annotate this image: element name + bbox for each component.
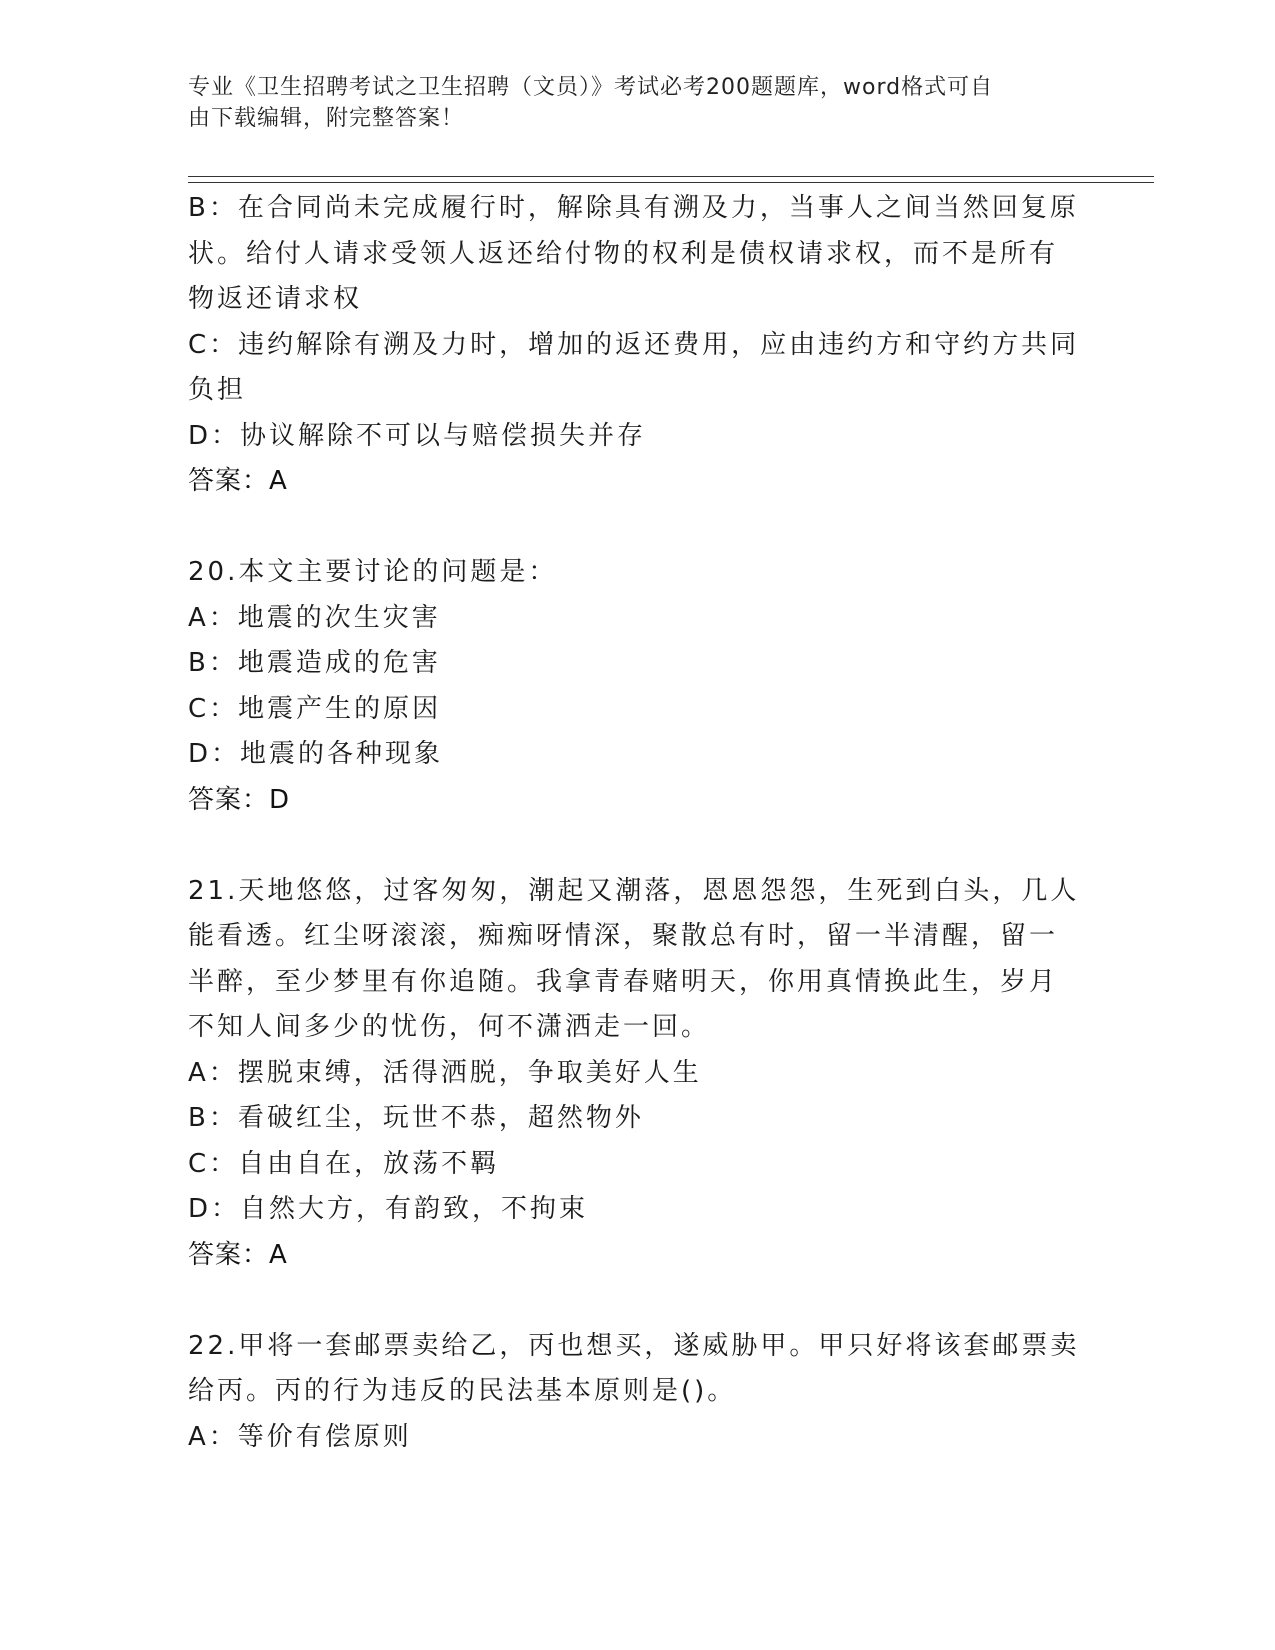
q21-question-line-3: 半醉，至少梦里有你追随。我拿青春赌明天，你用真情换此生，岁月 (188, 966, 1059, 997)
q20-option-b: B：地震造成的危害 (188, 648, 441, 678)
header-line-2: 由下载编辑，附完整答案！ (188, 106, 465, 131)
q22-question-line-1: 22.甲将一套邮票卖给乙，丙也想买，遂威胁甲。甲只好将该套邮票卖 (188, 1330, 1080, 1361)
q21-question-line-1: 21.天地悠悠，过客匆匆，潮起又潮落，恩恩怨怨，生死到白头，几人 (188, 875, 1080, 906)
q19-option-c-line-2: 负担 (188, 375, 247, 405)
q21-option-d: D：自然大方，有韵致，不拘束 (188, 1194, 589, 1224)
q21-question-line-4: 不知人间多少的忧伤，何不潇洒走一回。 (188, 1012, 711, 1042)
q21-answer: 答案：A (188, 1239, 288, 1270)
question-22-block (188, 1324, 1088, 1461)
q20-option-c: C：地震产生的原因 (188, 693, 442, 724)
question-20-block (188, 550, 1088, 823)
header-divider-bottom (188, 182, 1154, 183)
q21-option-b: B：看破红尘，玩世不恭，超然物外 (188, 1103, 644, 1133)
q19-option-b-line-1: B：在合同尚未完成履行时，解除具有溯及力，当事人之间当然回复原 (188, 193, 1079, 223)
spacer (188, 505, 1088, 551)
q19-option-b-line-2: 状。给付人请求受领人返还给付物的权利是债权请求权，而不是所有 (188, 238, 1059, 269)
q19-option-b-line-3: 物返还请求权 (188, 284, 363, 314)
q20-answer: 答案：D (188, 784, 291, 815)
question-21-block (188, 869, 1088, 1279)
q21-question-line-2: 能看透。红尘呀滚滚，痴痴呀情深，聚散总有时，留一半清醒，留一 (188, 921, 1059, 951)
q19-answer: 答案：A (188, 466, 288, 496)
header-line-1: 专业《卫生招聘考试之卫生招聘（文员）》考试必考200题题库，word格式可自 (188, 75, 994, 100)
document-header (188, 72, 1068, 134)
q20-question: 20.本文主要讨论的问题是： (188, 557, 558, 587)
q22-option-a: A：等价有偿原则 (188, 1421, 412, 1452)
spacer (188, 823, 1088, 869)
q22-question-line-2: 给丙。丙的行为违反的民法基本原则是()。 (188, 1376, 737, 1406)
spacer (188, 1278, 1088, 1324)
q20-option-d: D：地震的各种现象 (188, 739, 444, 769)
q19-option-d: D：协议解除不可以与赔偿损失并存 (188, 420, 647, 451)
header-divider-top (188, 176, 1154, 177)
q20-option-a: A：地震的次生灾害 (188, 602, 441, 633)
q19-option-c-line-1: C：违约解除有溯及力时，增加的返还费用，应由违约方和守约方共同 (188, 329, 1080, 360)
q21-option-a: A：摆脱束缚，活得洒脱，争取美好人生 (188, 1057, 702, 1088)
q21-option-c: C：自由自在，放荡不羁 (188, 1148, 500, 1179)
document-body (188, 186, 1088, 1460)
question-19-block (188, 186, 1088, 505)
